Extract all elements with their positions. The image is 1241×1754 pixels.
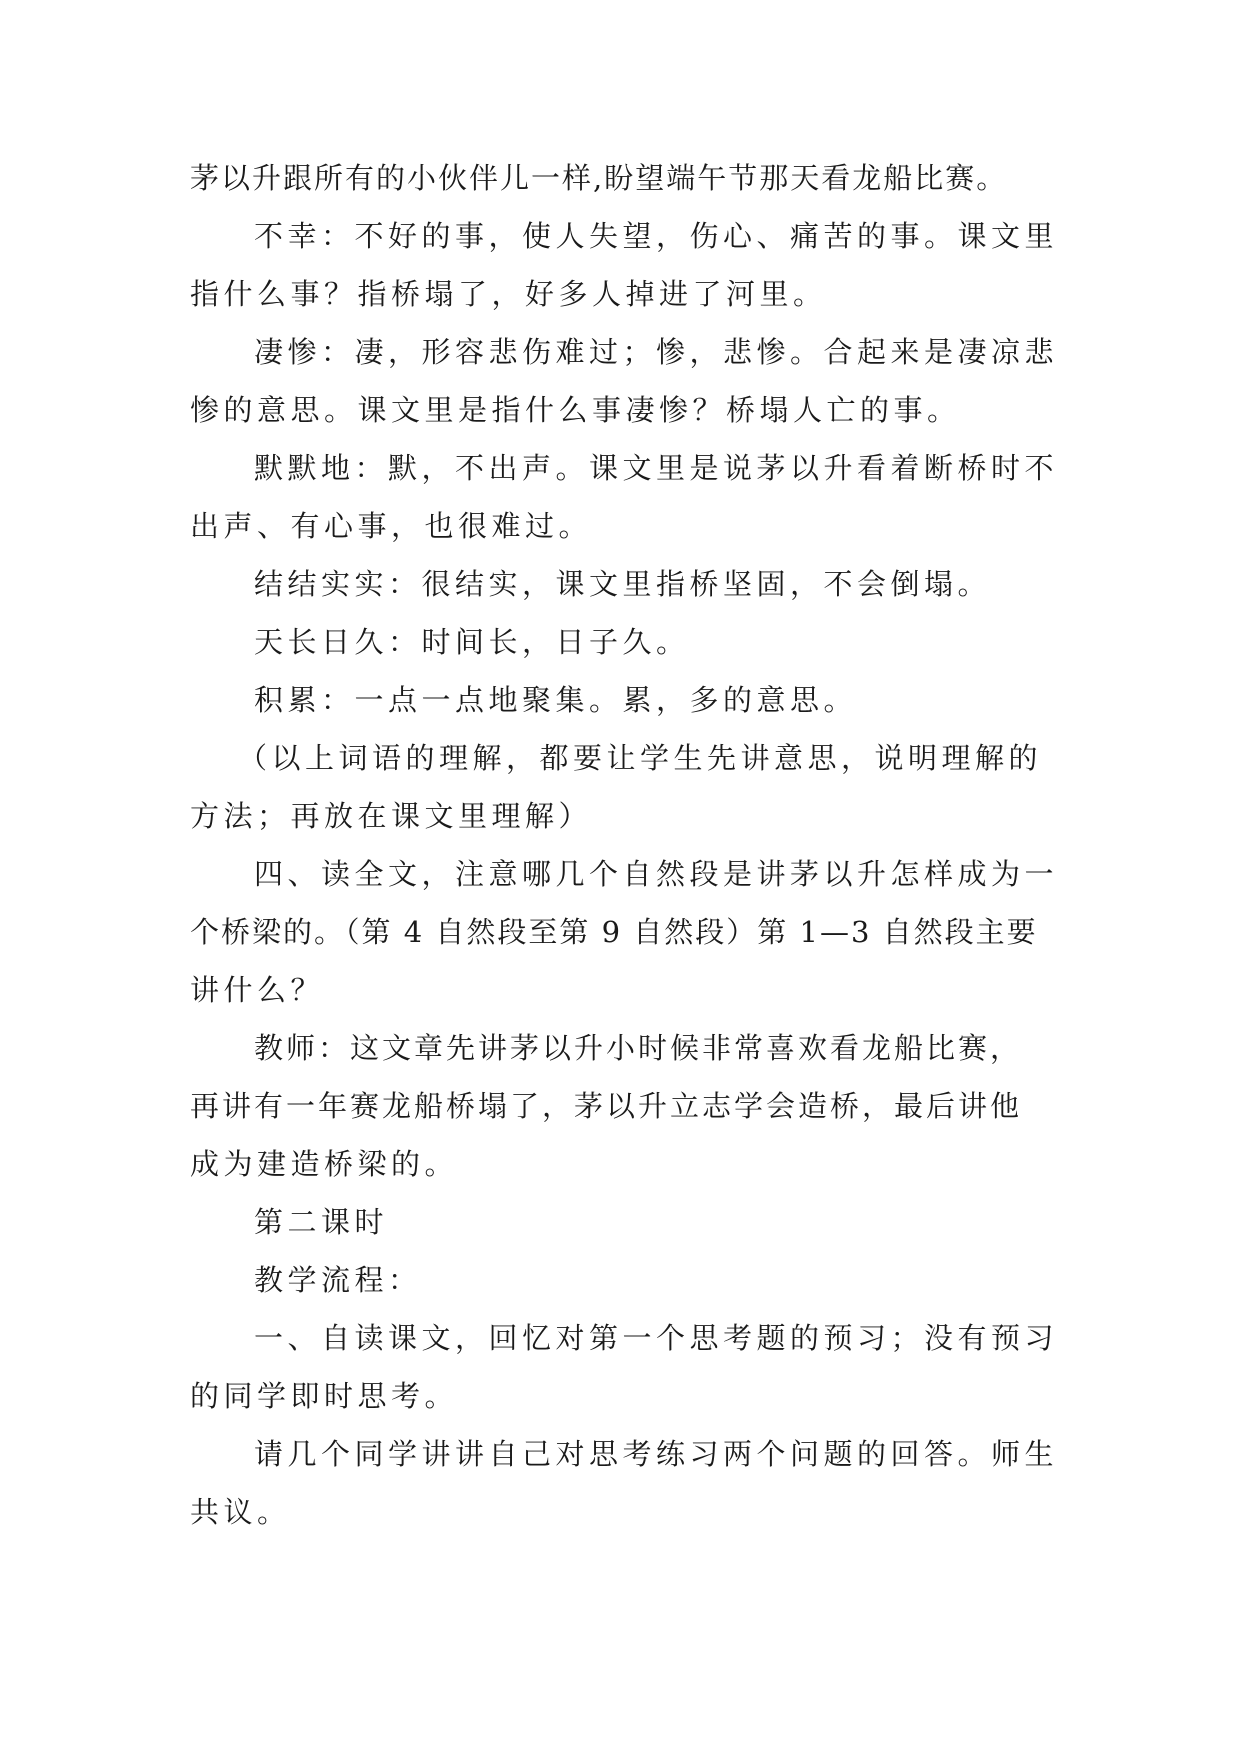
text-line: 教学流程： — [254, 1263, 422, 1297]
text-line: 成为建造桥梁的。 — [190, 1147, 459, 1181]
text-line: 共议。 — [190, 1495, 291, 1529]
text-line: 讲什么？ — [190, 973, 325, 1007]
text-line: 再讲有一年赛龙船桥塌了，茅以升立志学会造桥，最后讲他 — [190, 1089, 1023, 1123]
text-line: 的同学即时思考。 — [190, 1379, 459, 1413]
text-line: 不幸：不好的事，使人失望，伤心、痛苦的事。课文里 — [254, 219, 1059, 253]
text-line: 方法；再放在课文里理解） — [190, 799, 593, 833]
text-line: 教师：这文章先讲茅以升小时候非常喜欢看龙船比赛， — [254, 1031, 1023, 1065]
text-line: 凄惨：凄，形容悲伤难过；惨，悲惨。合起来是凄凉悲 — [254, 335, 1059, 369]
text-line: 积累：一点一点地聚集。累，多的意思。 — [254, 683, 858, 717]
text-line: 天长日久：时间长，日子久。 — [254, 625, 690, 659]
text-line: 一、自读课文，回忆对第一个思考题的预习；没有预习 — [254, 1321, 1059, 1355]
text-line: 惨的意思。课文里是指什么事凄惨？桥塌人亡的事。 — [190, 393, 961, 427]
text-line: （以上词语的理解，都要让学生先讲意思，说明理解的 — [238, 741, 1043, 775]
text-line: 结结实实：很结实，课文里指桥坚固，不会倒塌。 — [254, 567, 992, 601]
section-heading: 第二课时 — [254, 1205, 389, 1239]
text-line: 出声、有心事，也很难过。 — [190, 509, 593, 543]
text-line: 默默地：默，不出声。课文里是说茅以升看着断桥时不 — [254, 451, 1059, 485]
text-line: 四、读全文，注意哪几个自然段是讲茅以升怎样成为一 — [254, 857, 1059, 891]
text-line: 请几个同学讲讲自己对思考练习两个问题的回答。师生 — [254, 1437, 1059, 1471]
text-line: 个桥梁的。（第 4 自然段至第 9 自然段）第 1—3 自然段主要 — [190, 915, 1038, 949]
text-line: 指什么事？指桥塌了，好多人掉进了河里。 — [190, 277, 827, 311]
text-line: 茅以升跟所有的小伙伴儿一样,盼望端午节那天看龙船比赛。 — [190, 161, 1008, 195]
